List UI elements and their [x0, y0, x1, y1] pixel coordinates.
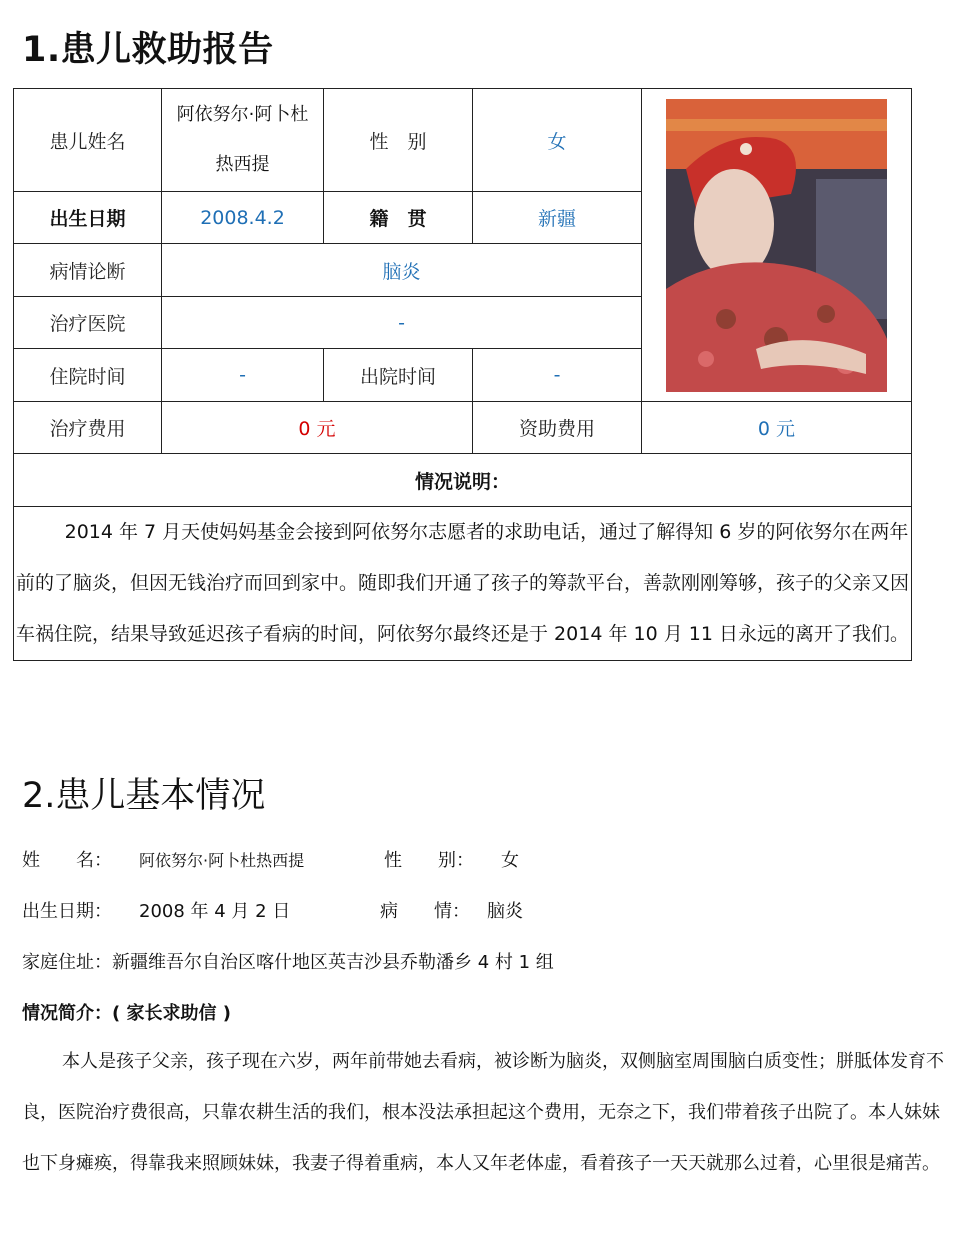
label-native: 籍 贯 [324, 192, 473, 244]
value-birth: 2008.4.2 [162, 192, 324, 244]
value-name-line1: 阿依努尔·阿卜杜 [176, 104, 309, 125]
value-gender: 女 [473, 89, 642, 192]
value-s2-name: 阿依努尔·阿卜杜热西提 [139, 851, 305, 870]
label-s2-birth: 出生日期： [22, 901, 112, 922]
value-native: 新疆 [473, 192, 642, 244]
value-s2-birth: 2008 年 4 月 2 日 [139, 901, 291, 922]
label-aid: 资助费用 [473, 402, 642, 454]
value-admit: - [162, 349, 324, 402]
photo-cell [642, 89, 912, 402]
value-s2-illness: 脑炎 [487, 901, 523, 922]
label-s2-illness: 病 情： [380, 901, 470, 922]
label-s2-name: 姓 名： [22, 850, 112, 871]
value-aid: 0 元 [642, 402, 912, 454]
label-discharge: 出院时间 [324, 349, 473, 402]
value-cost: 0 元 [162, 402, 473, 454]
value-name-line2: 热西提 [215, 154, 270, 175]
info-birth-row [22, 897, 523, 923]
intro-text: 本人是孩子父亲，孩子现在六岁，两年前带她去看病，被诊断为脑炎，双侧脑室周围脑白质变性；胼胝体发育不良，医院治疗费很高，只靠农耕生活的我们，根本没法承担起这个费用，无奈之下，我们带着孩子出院了。本人妹妹也下身瘫痪，得靠我来照顾妹妹，我妻子得着重病，本人又年老体虚，看着孩子一天天就那么过着，心里很是痛苦。 [22, 1051, 944, 1174]
label-diagnosis: 病情论断 [14, 244, 162, 297]
intro-label: 情况简介：( 家长求助信 ) [22, 1003, 231, 1024]
value-discharge: - [473, 349, 642, 402]
info-name-row [22, 846, 519, 872]
label-gender: 性 别 [324, 89, 473, 192]
value-diagnosis: 脑炎 [162, 244, 642, 297]
value-name [162, 89, 324, 192]
report-table [13, 88, 912, 661]
note-text: 2014 年 7 月天使妈妈基金会接到阿依努尔志愿者的求助电话，通过了解得知 6 岁的阿依努尔在两年前的了脑炎，但因无钱治疗而回到家中。随即我们开通了孩子的筹款平台，善款刚刚筹够，孩子的父亲又因车祸住院，结果导致延迟孩子看病的时间，阿依努尔最终还是于 2014 年 10 月 11 日永远的离开了我们。 [14, 507, 912, 661]
label-admit: 住院时间 [14, 349, 162, 402]
info-address-row [22, 948, 554, 974]
label-s2-gender: 性 别： [384, 850, 474, 871]
patient-photo-icon [666, 99, 887, 392]
label-cost: 治疗费用 [14, 402, 162, 454]
label-s2-address: 家庭住址： [22, 952, 112, 973]
label-birth: 出生日期 [14, 192, 162, 244]
label-note: 情况说明： [14, 454, 912, 507]
patient-photo [666, 99, 887, 392]
label-name: 患儿姓名 [14, 89, 162, 192]
section1-title: 1.患儿救助报告 [22, 30, 274, 70]
value-s2-gender: 女 [501, 850, 519, 871]
value-s2-address: 新疆维吾尔自治区喀什地区英吉沙县乔勒潘乡 4 村 1 组 [112, 952, 554, 973]
label-hospital: 治疗医院 [14, 297, 162, 349]
value-hospital: - [162, 297, 642, 349]
section2-title: 2.患儿基本情况 [22, 776, 266, 816]
